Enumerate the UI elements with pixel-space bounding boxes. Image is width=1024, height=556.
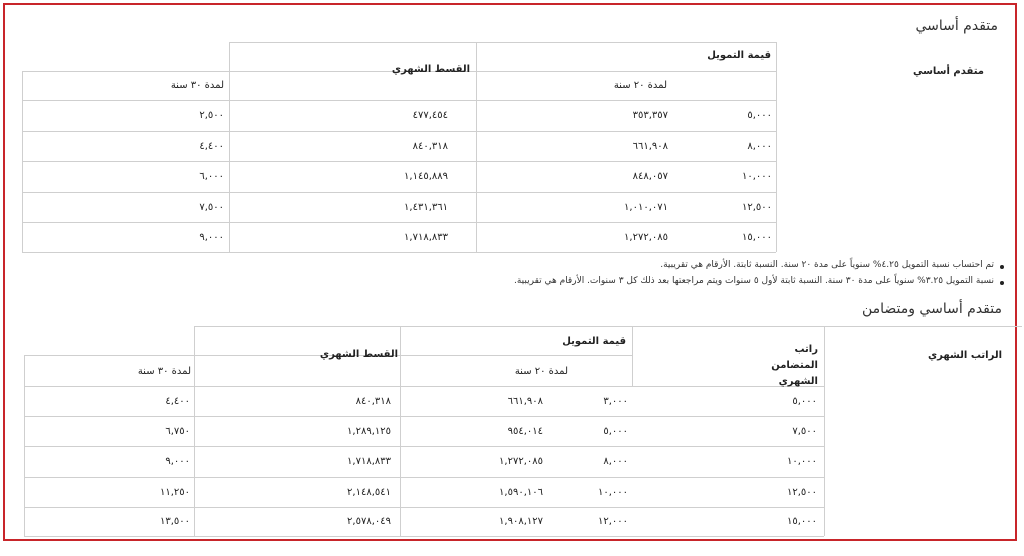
col-20-years-header-joint: لمدة ٢٠ سنة [514, 366, 568, 377]
installment-cell: ٤٧٧,٤٥٤ [412, 110, 448, 121]
salary-cell: ٧,٥٠٠ [792, 426, 817, 437]
salary-cell: ١٥,٠٠٠ [786, 516, 817, 527]
installment-cell: ١,٧١٨,٨٣٣ [404, 232, 448, 243]
co-salary-cell: ٣,٠٠٠ [603, 396, 628, 407]
salary-cell: ٥,٠٠٠ [792, 396, 817, 407]
installment-30-cell: ٦,٠٠٠ [199, 171, 224, 182]
installment-20-cell: ٨٤٨,٠٥٧ [632, 171, 668, 182]
financing-cell: ١٢,٥٠٠ [741, 202, 772, 213]
installment-20-cell: ١,٩٠٨,١٢٧ [499, 516, 543, 527]
financing-header-joint: قيمة التمويل [562, 336, 626, 347]
financing-cell: ١٠,٠٠٠ [741, 171, 772, 182]
installment-header-joint: القسط الشهري [319, 349, 398, 360]
installment-30-cell: ١٣,٥٠٠ [159, 516, 190, 527]
col-30-years-header: لمدة ٣٠ سنة [170, 80, 224, 91]
note-item: تم احتساب نسبة التمويل ٤.٢٥% سنوياً على مدة ٢٠ سنة. النسبة ثابتة. الأرقام هي تقريبية. [660, 260, 994, 270]
installment-30-cell: ٤,٤٠٠ [199, 141, 224, 152]
note-item: نسبة التمويل ٣.٢٥% سنوياً على مدة ٣٠ سنة. النسبة ثابتة لأول ٥ سنوات ويتم مراجعتها بعد ذلك كل ٣ سنوات. الأرقام هي تقريبية. [514, 276, 994, 286]
salary-cell: ١٢,٥٠٠ [786, 487, 817, 498]
financing-cell: ١٥,٠٠٠ [741, 232, 772, 243]
installment-cell: ١,٤٣١,٣٦١ [404, 202, 448, 213]
salary-cell: ١٠,٠٠٠ [786, 456, 817, 467]
installment-20-cell: ٦٦١,٩٠٨ [632, 141, 668, 152]
installment-20-cell: ٩٥٤,٠١٤ [507, 426, 543, 437]
col-30-years-header-joint: لمدة ٣٠ سنة [137, 366, 191, 377]
co-salary-header: راتب المتضامن الشهري [771, 344, 818, 387]
installment-20-cell: ٦٦١,٩٠٨ [507, 396, 543, 407]
installment-header: القسط الشهري [391, 64, 470, 75]
co-salary-cell: ١٠,٠٠٠ [597, 487, 628, 498]
installment-30-cell: ٧,٥٠٠ [199, 202, 224, 213]
installment-cell: ١,١٤٥,٨٨٩ [404, 171, 448, 182]
installment-cell: ٢,١٤٨,٥٤١ [347, 487, 391, 498]
installment-30-cell: ١١,٢٥٠ [159, 487, 190, 498]
installment-20-cell: ١,٠١٠,٠٧١ [624, 202, 668, 213]
installment-30-cell: ٦,٧٥٠ [165, 426, 190, 437]
installment-cell: ٨٤٠,٣١٨ [355, 396, 391, 407]
row-header-basic: متقدم أساسي [912, 66, 984, 77]
installment-cell: ١,٧١٨,٨٣٣ [347, 456, 391, 467]
co-salary-cell: ١٢,٠٠٠ [597, 516, 628, 527]
installment-20-cell: ١,٥٩٠,١٠٦ [499, 487, 543, 498]
installment-20-cell: ١,٢٧٢,٠٨٥ [499, 456, 543, 467]
co-salary-cell: ٨,٠٠٠ [603, 456, 628, 467]
installment-cell: ١,٢٨٩,١٢٥ [347, 426, 391, 437]
installment-20-cell: ١,٢٧٢,٠٨٥ [624, 232, 668, 243]
financing-cell: ٨,٠٠٠ [747, 141, 772, 152]
financing-cell: ٥,٠٠٠ [747, 110, 772, 121]
installment-20-cell: ٣٥٣,٣٥٧ [632, 110, 668, 121]
section-title-basic: متقدم أساسي [915, 18, 998, 34]
financing-header: قيمة التمويل [707, 50, 771, 61]
installment-30-cell: ٢,٥٠٠ [199, 110, 224, 121]
installment-cell: ٨٤٠,٣١٨ [412, 141, 448, 152]
col-20-years-header: لمدة ٢٠ سنة [613, 80, 667, 91]
installment-30-cell: ٩,٠٠٠ [199, 232, 224, 243]
installment-cell: ٢,٥٧٨,٠٤٩ [347, 516, 391, 527]
installment-30-cell: ٤,٤٠٠ [165, 396, 190, 407]
co-salary-cell: ٥,٠٠٠ [603, 426, 628, 437]
installment-30-cell: ٩,٠٠٠ [165, 456, 190, 467]
row-header-salary: الراتب الشهري [928, 350, 1002, 361]
section-title-joint: متقدم أساسي ومتضامن [861, 301, 1002, 317]
